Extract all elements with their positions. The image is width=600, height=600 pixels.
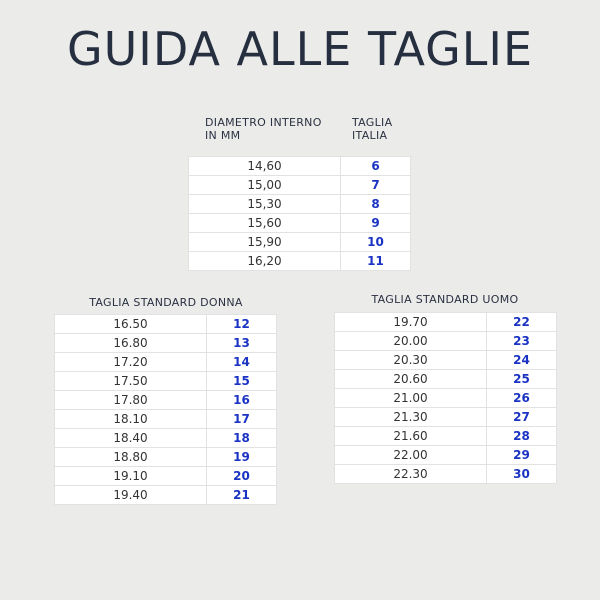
diameter-cell: 18.10 (55, 410, 207, 429)
diameter-cell: 15,60 (189, 214, 341, 233)
diameter-cell: 19.10 (55, 467, 207, 486)
diameter-cell: 22.30 (335, 465, 487, 484)
diameter-header-line2: IN MM (205, 129, 241, 142)
size-cell: 23 (487, 332, 557, 351)
table-row (189, 176, 411, 195)
table-row (55, 353, 277, 372)
table-row (189, 214, 411, 233)
diameter-cell: 16,20 (189, 252, 341, 271)
size-italia-header-line1: TAGLIA (352, 116, 393, 129)
size-italia-header (352, 116, 402, 142)
table-row (55, 315, 277, 334)
size-cell: 29 (487, 446, 557, 465)
table-row (55, 429, 277, 448)
diameter-cell: 18.80 (55, 448, 207, 467)
size-cell: 8 (341, 195, 411, 214)
diameter-cell: 17.20 (55, 353, 207, 372)
table-row (55, 391, 277, 410)
page-title: GUIDA ALLE TAGLIE (66, 22, 534, 76)
size-italia-header-line2: ITALIA (352, 129, 388, 142)
uomo-size-table (334, 312, 557, 484)
table-row (189, 233, 411, 252)
table-row (55, 448, 277, 467)
top-size-table (188, 156, 411, 271)
size-cell: 27 (487, 408, 557, 427)
table-row (189, 195, 411, 214)
table-row (335, 427, 557, 446)
diameter-cell: 18.40 (55, 429, 207, 448)
diameter-cell: 16.80 (55, 334, 207, 353)
table-row (335, 389, 557, 408)
table-row (55, 334, 277, 353)
table-row (55, 372, 277, 391)
size-cell: 6 (341, 157, 411, 176)
size-cell: 9 (341, 214, 411, 233)
table-row (335, 370, 557, 389)
diameter-cell: 21.00 (335, 389, 487, 408)
size-cell: 30 (487, 465, 557, 484)
size-cell: 15 (207, 372, 277, 391)
table-row (189, 252, 411, 271)
diameter-cell: 16.50 (55, 315, 207, 334)
donna-size-table (54, 314, 277, 505)
size-cell: 21 (207, 486, 277, 505)
size-cell: 22 (487, 313, 557, 332)
diameter-cell: 19.70 (335, 313, 487, 332)
table-row (55, 410, 277, 429)
size-cell: 16 (207, 391, 277, 410)
size-cell: 10 (341, 233, 411, 252)
table-row (335, 446, 557, 465)
diameter-cell: 20.00 (335, 332, 487, 351)
size-cell: 13 (207, 334, 277, 353)
diameter-cell: 17.50 (55, 372, 207, 391)
table-row (335, 408, 557, 427)
diameter-cell: 15,90 (189, 233, 341, 252)
uomo-table-title: TAGLIA STANDARD UOMO (371, 293, 519, 306)
table-row (335, 465, 557, 484)
table-row (335, 351, 557, 370)
size-cell: 24 (487, 351, 557, 370)
table-row (55, 486, 277, 505)
diameter-cell: 14,60 (189, 157, 341, 176)
size-cell: 17 (207, 410, 277, 429)
size-cell: 18 (207, 429, 277, 448)
table-row (189, 157, 411, 176)
diameter-header (205, 116, 335, 142)
diameter-cell: 15,30 (189, 195, 341, 214)
diameter-cell: 21.30 (335, 408, 487, 427)
diameter-cell: 21.60 (335, 427, 487, 446)
diameter-cell: 22.00 (335, 446, 487, 465)
size-cell: 19 (207, 448, 277, 467)
diameter-cell: 19.40 (55, 486, 207, 505)
diameter-cell: 17.80 (55, 391, 207, 410)
table-row (55, 467, 277, 486)
donna-table-title: TAGLIA STANDARD DONNA (89, 296, 243, 309)
size-cell: 25 (487, 370, 557, 389)
table-row (335, 332, 557, 351)
size-cell: 20 (207, 467, 277, 486)
size-cell: 28 (487, 427, 557, 446)
size-cell: 26 (487, 389, 557, 408)
diameter-header-line1: DIAMETRO INTERNO (205, 116, 322, 129)
diameter-cell: 15,00 (189, 176, 341, 195)
size-cell: 11 (341, 252, 411, 271)
size-cell: 14 (207, 353, 277, 372)
diameter-cell: 20.30 (335, 351, 487, 370)
diameter-cell: 20.60 (335, 370, 487, 389)
size-cell: 7 (341, 176, 411, 195)
table-row (335, 313, 557, 332)
size-cell: 12 (207, 315, 277, 334)
